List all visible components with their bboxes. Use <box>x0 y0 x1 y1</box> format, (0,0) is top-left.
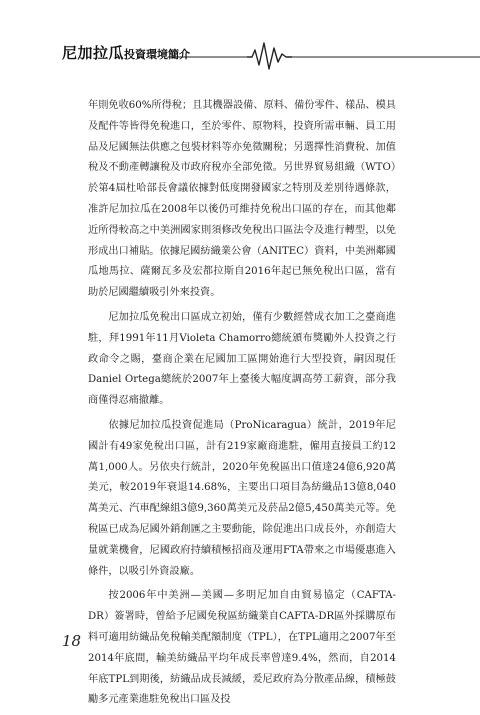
page-header <box>0 38 480 78</box>
page-number: 18 <box>62 632 82 650</box>
header-title-main: 尼加拉瓜 <box>62 44 125 62</box>
paragraph: 尼加拉瓜免稅出口區成立初始，僅有少數經營成衣加工之臺商進駐，拜1991年11月Violeta Chamorro總統頒布獎勵外人投資之行政命令之賜，臺商企業在尼國加工區開始進行大型投資，嗣因現任Daniel Ortega總統於2007年上臺後大幅度調高勞工薪資，部分我商僅得忍痛撤離。 <box>88 311 396 407</box>
body-text <box>88 96 396 715</box>
paragraph: 按2006年中美洲—美國—多明尼加自由貿易協定（CAFTA-DR）簽署時，曾給予尼國免稅區紡織業自CAFTA-DR區外採購原布料可適用紡織品免稅輸美配額制度（TPL），在TPL適用之2007年至2014年底間，輸美紡織品平均年成長率曾達9.4%，然而，自2014年底TPL到期後，紡織品成長減緩，爰尼政府為分散產品線，積極鼓勵多元產業進駐免稅出口區及投 <box>88 590 396 706</box>
header-title-sub: 投資環境簡介 <box>124 48 191 61</box>
paragraph: 依據尼加拉瓜投資促進局（ProNicaragua）統計，2019年尼國計有49家免稅出口區，計有219家廠商進駐，僱用直接員工約12萬1,000人。另依央行統計，2020年免稅區出口值達24億6,920萬美元，較2019年衰退14.68%，主要出口項目為紡織品13億8,040萬美元、汽車配線組3億9,360萬美元及菸品2億5,450萬美元等。免稅區已成為尼國外銷創匯之主要動能，除促進出口成長外，亦創造大量就業機會，尼國政府持續積極招商及運用FTA帶來之市場優惠進入條件，以吸引外資設廠。 <box>88 419 396 577</box>
paragraph: 年則免收60%所得稅；且其機器設備、原料、備份零件、樣品、模具及配件等皆得免稅進口，至於零件、原物料，投資所需車輛、員工用品及尼國無法供應之包裝材料等亦免徵關稅；另選擇性消費稅、加值稅及不動產轉讓稅及市政府稅亦全部免徵。另世界貿易組織（WTO）於第4屆杜哈部長會議依據對低度開發國家之特別及差別待遇條款，准許尼加拉瓜在2008年以後仍可維持免稅出口區的存在，而其他鄰近所得較高之中美洲國家則須修改免稅出口區法令及進行轉型，以免形成出口補貼。依據尼國紡織業公會（ANITEC）資料，中美洲鄰國瓜地馬拉、薩爾瓦多及宏都拉斯自2016年起已無免稅出口區，當有助於尼國繼續吸引外來投資。 <box>88 100 396 299</box>
header-title <box>62 42 190 63</box>
